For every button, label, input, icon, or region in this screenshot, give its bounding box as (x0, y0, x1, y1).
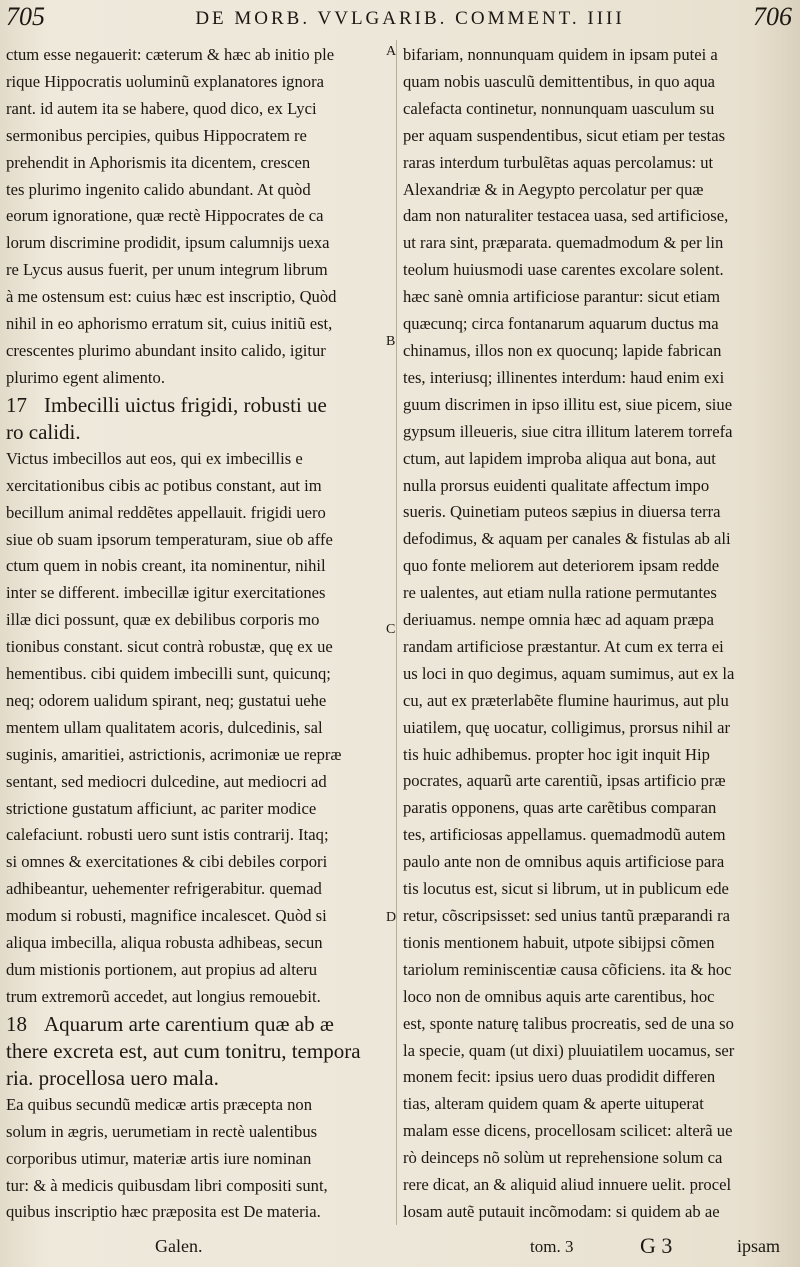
margin-marker-c: C (386, 622, 396, 637)
text-line: hementibus. cibi quidem imbecilli sunt, quicunq; (6, 664, 331, 684)
text-line: trum extremorũ accedet, aut longius remouebit. (6, 986, 321, 1006)
text-line: mentem ullam qualitatem acoris, dulcedinis, sal (6, 717, 323, 737)
text-line: tionibus constant. sicut contrà robustæ, quę ex ue (6, 637, 333, 657)
text-line: teolum huiusmodi uase carentes excolare solent. (403, 260, 724, 280)
catchword-right: ipsam (737, 1236, 780, 1256)
text-line: sueris. Quinetiam puteos sæpius in diuersa terra (403, 502, 721, 522)
text-line: tias, alteram quidem quam & aperte uituperat (403, 1094, 704, 1114)
commentary-paragraph (403, 42, 795, 1227)
aphorism-18 (6, 1011, 382, 1092)
commentary-paragraph (6, 1092, 382, 1227)
running-title: DE MORB. VVLGARIB. COMMENT. IIII (195, 8, 625, 29)
text-line: pocrates, aquarũ arte carentiũ, ipsas artificio præ (403, 771, 726, 791)
text-line: sermonibus percipies, quibus Hippocratem re (6, 125, 307, 145)
text-line: rere dicat, an & aliquid aliud innuere uelit. procel (403, 1175, 732, 1195)
text-line: siue ob suam ipsorum temperaturam, siue ob affe (6, 529, 333, 549)
text-line: cu, aut ex præterlabẽte flumine haurimus, aut plu (403, 690, 729, 710)
text-line: dam non naturaliter testacea uasa, sed artificiose, (403, 206, 729, 226)
commentary-paragraph (6, 42, 382, 392)
text-line: si omnes & exercitationes & cibi debiles corpori (6, 852, 328, 872)
text-line: tis huic adhibemus. propter hoc igit inquit Hip (403, 744, 710, 764)
page-number-left: 705 (6, 2, 45, 31)
catchword-left: Galen. (155, 1236, 203, 1256)
page-number-right: 706 (753, 2, 792, 31)
text-line: rant. id autem ita se habere, quod dico, ex Lyci (6, 98, 317, 118)
text-line: malam esse dicens, procellosam scilicet: alterã ue (403, 1121, 733, 1141)
text-line: uiatilem, quę uocatur, colligimus, prorsus nihil ar (403, 717, 730, 737)
text-line: xercitationibus cibis ac potibus constant, aut im (6, 475, 322, 495)
text-line: aliqua imbecilla, aliqua robusta adhibeas, secun (6, 933, 323, 953)
text-line: chinamus, illos non ex quocunq; lapide fabrican (403, 340, 722, 360)
text-line: ctum esse negauerit: cæterum & hæc ab initio ple (6, 45, 335, 64)
signature-mark: G 3 (640, 1233, 673, 1258)
text-line: inter se different. imbecillæ igitur exercitationes (6, 583, 326, 603)
text-line: tionis mentionem habuit, utpote sibijpsi cõmen (403, 932, 715, 952)
text-line: deriuamus. nempe omnia hæc ad aquam præpa (403, 610, 715, 630)
text-line: calefaciunt. robusti uero sunt istis contrarij. Itaq; (6, 825, 329, 845)
text-line: sentant, sed mediocri dulcedine, aut mediocri ad (6, 771, 327, 791)
text-line: quibus inscriptio hæc præposita est De materia. (6, 1202, 321, 1222)
text-line: ria. procellosa uero mala. (6, 1065, 219, 1090)
text-line: quo fonte meliorem aut deteriorem ipsam redde (403, 556, 720, 576)
margin-gutter (386, 42, 400, 1222)
text-line: us loci in quo degimus, aquam sumimus, aut ex la (403, 663, 735, 683)
text-line: ctum, aut lapidem improba aliqua aut bona, aut (403, 448, 716, 468)
text-line: nulla prorsus euidenti qualitate affectum impo (403, 475, 710, 495)
text-line: ut rara sint, præparata. quemadmodum & per lin (403, 233, 724, 253)
page-footer (0, 1233, 800, 1263)
text-line: tes plurimo ingenito calido abundant. At quòd (6, 179, 311, 199)
signature-tom: tom. 3 (530, 1237, 574, 1256)
text-line: lorum discrimine prodidit, ipsum calumnijs uexa (6, 233, 330, 253)
running-head (0, 2, 800, 36)
text-line: crescentes plurimo abundant insito calido, igitur (6, 340, 326, 360)
text-line: dum mistionis portionem, aut propius ad alteru (6, 960, 318, 979)
text-line: corporibus utimur, materiæ artis iure nominan (6, 1148, 312, 1168)
text-line: paratis opponens, quas arte carẽtibus comparan (403, 798, 717, 818)
text-line: gypsum illeueris, siue citra illitum laterem torrefa (403, 421, 733, 441)
text-line: tur: & à medicis quibusdam libri compositi sunt, (6, 1175, 328, 1195)
commentary-paragraph (6, 446, 382, 1011)
text-line: re ualentes, aut etiam nulla ratione permutantes (403, 583, 717, 603)
text-line: nihil in eo aphorismo erratum sit, cuius initiũ est, (6, 314, 333, 334)
text-line (6, 1226, 382, 1227)
text-line: à me ostensum est: cuius hæc est inscriptio, Quòd (6, 287, 337, 307)
text-line: prehendit in Aphorismis ita dicentem, crescen (6, 152, 311, 172)
text-line: quam nobis uasculũ demittentibus, in quo aqua (403, 71, 716, 91)
text-line: rò deinceps nõ solùm ut reprehensione solum ca (403, 1148, 723, 1168)
text-line: modum si robusti, magnifice incalescet. Quòd si (6, 906, 327, 926)
text-line (403, 1226, 795, 1227)
text-line: losam autẽ putauit incõmodam: si quidem ab ae (403, 1201, 720, 1221)
text-line: ro calidi. (6, 419, 81, 444)
text-line: retur, cõscripsisset: sed unius tantũ præparandi ra (403, 906, 730, 925)
text-line: hæc sanè omnia artificiose parantur: sicut etiam (403, 287, 721, 307)
text-line: calefacta continetur, nonnunquam uasculum su (403, 98, 715, 118)
text-line: there excreta est, aut cum tonitru, tempora (6, 1038, 361, 1063)
margin-marker-a: A (386, 44, 397, 59)
text-line: neq; odorem ualidum spirant, neq; gustatui uehe (6, 690, 327, 710)
text-line: Imbecilli uictus frigidi, robusti ue (44, 392, 327, 417)
text-line: per aquam suspendentibus, sicut etiam per testas (403, 125, 726, 145)
text-line: solum in ægris, uerumetiam in rectè ualentibus (6, 1121, 318, 1141)
text-line: tes, interiusq; illinentes interdum: haud enim exi (403, 367, 725, 387)
text-line: Alexandriæ & in Aegypto percolatur per quæ (403, 179, 704, 199)
aphorism-number: 17 (6, 392, 27, 417)
text-line: tes, artificiosas appellamus. quemadmodũ autem (403, 825, 726, 845)
text-line: quæcunq; circa fontanarum aquarum ductus ma (403, 314, 719, 334)
text-line: randam artificiose præstantur. At cum ex terra ei (403, 636, 724, 656)
text-line: est, sponte naturę talibus procreatis, sed de una so (403, 1013, 734, 1033)
text-line: paulo ante non de omnibus aquis artificiose para (403, 852, 725, 872)
text-line: tis locutus est, sicut si librum, ut in publicum ede (403, 879, 729, 899)
text-line: tariolum reminiscentiæ causa cõficiens. ita & hoc (403, 959, 732, 979)
text-line: illæ dici possunt, quæ ex debilibus corporis mo (6, 610, 320, 630)
text-line: la specie, quam (ut dixi) pluuiatilem uocamus, ser (403, 1040, 735, 1060)
text-line: becillum animal reddẽtes appellauit. frigidi uero (6, 502, 326, 522)
aphorism-number: 18 (6, 1011, 27, 1036)
text-line: defodimus, & aquam per canales & fistulas ab ali (403, 529, 731, 549)
aphorism-17 (6, 392, 382, 446)
text-line: strictione gustatum afficiunt, ac pariter modice (6, 798, 317, 818)
margin-marker-b: B (386, 334, 396, 349)
text-line: ctum quem in nobis creant, ita nominentur, nihil (6, 556, 326, 576)
text-line: re Lycus ausus fuerit, per unum integrum librum (6, 260, 328, 280)
text-line: rique Hippocratis uoluminũ explanatores ignora (6, 71, 324, 91)
right-column (403, 42, 795, 1227)
text-line: bifariam, nonnunquam quidem in ipsam putei a (403, 45, 718, 64)
text-line: Aquarum arte carentium quæ ab æ (44, 1011, 334, 1036)
text-line: raras interdum turbulẽtas aquas percolamus: ut (403, 152, 714, 172)
margin-marker-d: D (386, 910, 397, 925)
text-line: loco non de omnibus aquis arte carentibus, hoc (403, 986, 715, 1006)
text-line: eorum ignoratione, quæ rectè Hippocrates de ca (6, 206, 324, 226)
left-column (6, 42, 382, 1227)
text-line: plurimo egent alimento. (6, 367, 165, 387)
text-line: guum discrimen in ipso illitu est, siue picem, siue (403, 394, 733, 414)
text-line: monem fecit: ipsius uero duas prodidit differen (403, 1067, 716, 1087)
text-line: Ea quibus secundũ medicæ artis præcepta non (6, 1094, 312, 1114)
text-line: suginis, amaritiei, astrictionis, acrimoniæ ue repræ (6, 744, 342, 764)
text-line: adhibeantur, uehementer refrigerabitur. quemad (6, 879, 322, 899)
text-line: Victus imbecillos aut eos, qui ex imbecillis e (6, 448, 303, 468)
